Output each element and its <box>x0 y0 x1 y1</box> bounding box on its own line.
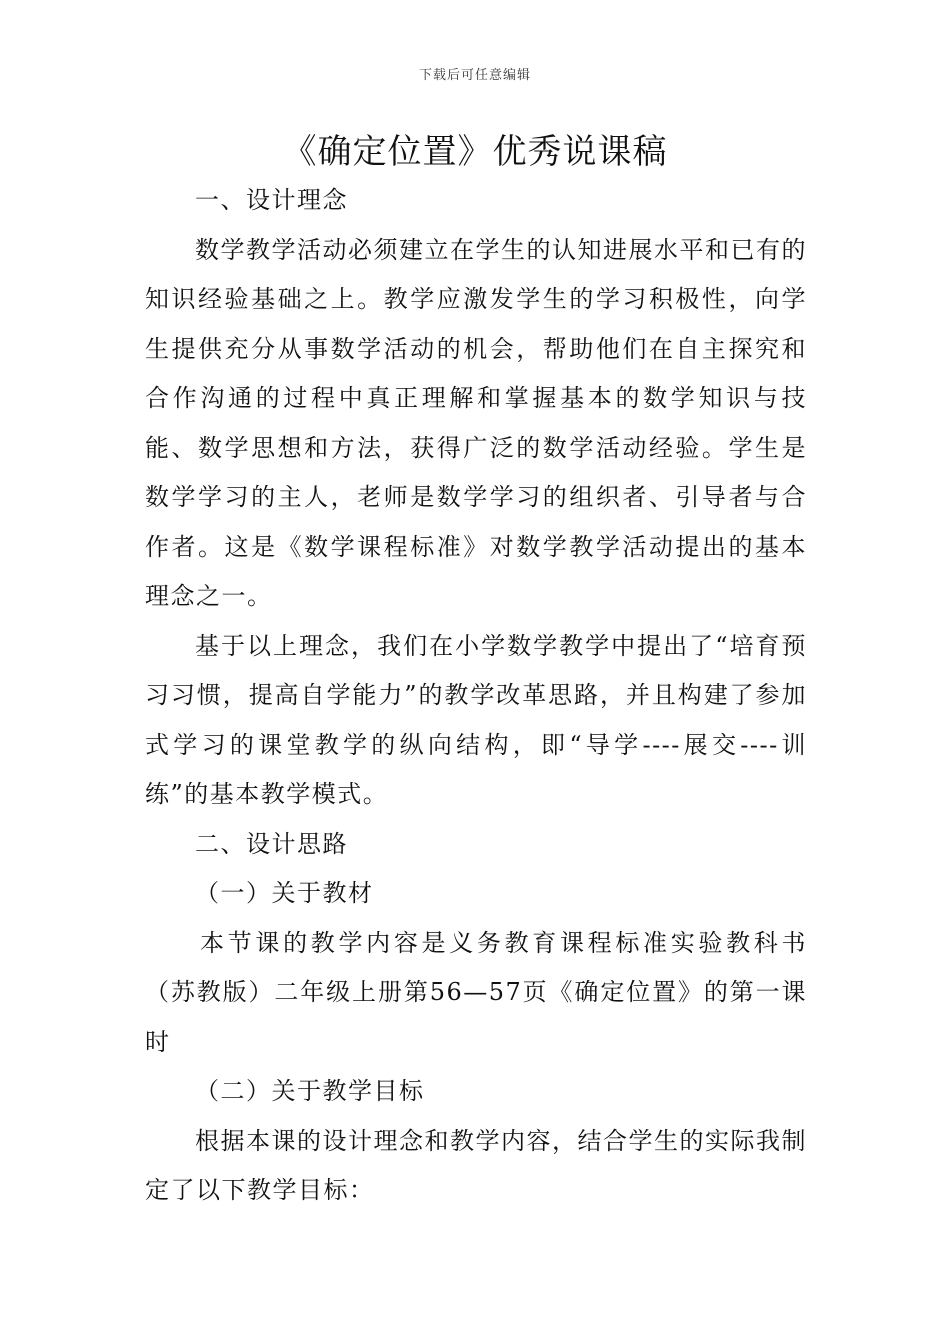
paragraph-teaching-reform: 基于以上理念，我们在小学数学教学中提出了“培育预习习惯，提高自学能力”的教学改革思路，并且构建了参加式学习的课堂教学的纵向结构，即“导学----展交----训练”的基本教学模式。 <box>145 631 807 808</box>
paragraph-teaching-goals: 根据本课的设计理念和教学内容，结合学生的实际我制定了以下教学目标： <box>145 1126 807 1204</box>
subheading-textbook: （一）关于教材 <box>195 879 374 907</box>
section-heading-design-approach: 二、设计思路 <box>195 829 348 858</box>
paragraph-textbook: 本节课的教学内容是义务教育课程标准实验教科书（苏教版）二年级上册第56—57页《确定位置》的第一课时 <box>145 928 807 1056</box>
page-header-note: 下载后可任意编辑 <box>418 68 531 83</box>
paragraph-design-concept: 数学教学活动必须建立在学生的认知进展水平和已有的知识经验基础之上。教学应激发学生的学习积极性，向学生提供充分从事数学活动的机会，帮助他们在自主探究和合作沟通的过程中真正理解和掌握基本的数学知识与技能、数学思想和方法，获得广泛的数学活动经验。学生是数学学习的主人，老师是数学学习的组织者、引导者与合作者。这是《数学课程标准》对数学教学活动提出的基本理念之一。 <box>145 235 807 610</box>
document-body <box>145 176 807 1216</box>
subheading-teaching-goals: （二）关于教学目标 <box>195 1077 425 1105</box>
section-heading-design-concept: 一、设计理念 <box>195 186 348 214</box>
document-title: 《确定位置》优秀说课稿 <box>282 132 668 172</box>
